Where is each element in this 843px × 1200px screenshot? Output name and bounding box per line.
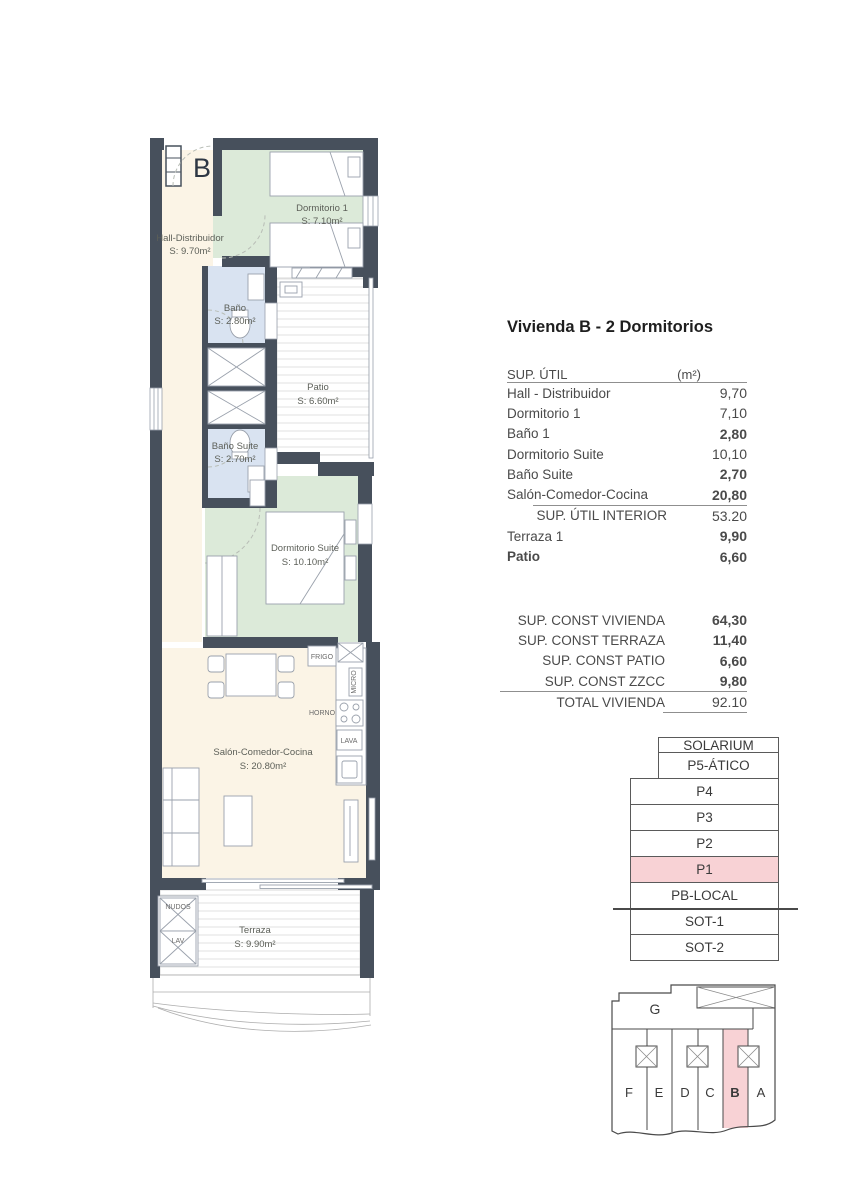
subtotal-value: 53.20 bbox=[711, 507, 747, 524]
level-label: P5-ÁTICO bbox=[687, 758, 750, 773]
sup-const-table bbox=[500, 610, 747, 713]
row-value: 9,70 bbox=[719, 385, 747, 402]
level-sot1 bbox=[630, 908, 779, 935]
room-label: Baño bbox=[223, 303, 247, 314]
table-row bbox=[507, 464, 747, 484]
table-row bbox=[500, 671, 747, 691]
level-solarium bbox=[658, 737, 779, 753]
room-area: S: 6.60m² bbox=[297, 396, 339, 407]
table-row bbox=[507, 383, 747, 403]
floor-stack bbox=[630, 737, 779, 961]
row-label: Patio bbox=[507, 549, 541, 565]
row-value: 11,40 bbox=[712, 632, 747, 649]
row-value: 10,10 bbox=[711, 446, 747, 463]
level-p1-highlighted bbox=[630, 856, 779, 883]
sink bbox=[248, 274, 264, 300]
room-area: S: 2.80m² bbox=[214, 316, 256, 327]
level-label: SOT-2 bbox=[684, 940, 724, 955]
unit-b-label: B bbox=[730, 1085, 740, 1100]
sup-util-table bbox=[507, 362, 747, 567]
unit-b-highlight bbox=[723, 1029, 748, 1128]
row-value: 6,60 bbox=[719, 652, 747, 669]
level-label: P1 bbox=[696, 862, 713, 877]
unit-letter: B bbox=[193, 153, 212, 183]
shafts bbox=[208, 348, 265, 424]
coffee-table bbox=[224, 796, 252, 846]
table-row bbox=[500, 630, 747, 650]
level-label: P2 bbox=[696, 836, 713, 851]
room-label: Dormitorio 1 bbox=[296, 203, 348, 214]
zone-g-label: G bbox=[649, 1001, 661, 1017]
level-pb-local bbox=[630, 882, 779, 909]
row-label: Hall - Distribuidor bbox=[507, 385, 611, 401]
row-label: Terraza 1 bbox=[507, 528, 564, 544]
level-p3 bbox=[630, 804, 779, 831]
fridge-label: FRIGO bbox=[310, 654, 334, 661]
level-p2 bbox=[630, 830, 779, 857]
table-row bbox=[507, 403, 747, 423]
washer-label: LAVA bbox=[340, 738, 358, 745]
row-value: 6,60 bbox=[719, 548, 747, 565]
ground-line bbox=[613, 908, 798, 910]
level-label: PB-LOCAL bbox=[671, 888, 738, 903]
subtotal-row bbox=[507, 506, 747, 526]
row-value: 2,70 bbox=[719, 466, 747, 483]
room-area: S: 9.90m² bbox=[234, 939, 276, 950]
level-label: P3 bbox=[696, 810, 713, 825]
room-area: S: 7.10m² bbox=[301, 216, 343, 227]
row-label: Baño 1 bbox=[507, 426, 550, 442]
room-label: Patio bbox=[307, 382, 329, 393]
table-row bbox=[507, 546, 747, 566]
kitchen-sink bbox=[337, 756, 362, 783]
table-row bbox=[507, 444, 747, 464]
room-label: Baño Suite bbox=[211, 441, 259, 452]
row-label: Salón-Comedor-Cocina bbox=[507, 487, 649, 503]
level-p5-atico bbox=[658, 752, 779, 779]
unit-c-label: C bbox=[705, 1085, 715, 1100]
room-label: Hall-Distribuidor bbox=[156, 233, 224, 244]
room-area: S: 9.70m² bbox=[169, 246, 211, 257]
unit-m2: (m²) bbox=[677, 367, 701, 382]
micro-label: MICRO bbox=[351, 670, 358, 694]
level-sot2 bbox=[630, 934, 779, 961]
level-p4 bbox=[630, 778, 779, 805]
row-value: 9,80 bbox=[719, 673, 747, 690]
table-row bbox=[507, 526, 747, 546]
row-label: SUP. CONST VIVIENDA bbox=[517, 612, 665, 628]
unit-a-label: A bbox=[756, 1085, 766, 1100]
facade-lines bbox=[153, 975, 371, 1031]
row-label: Baño Suite bbox=[507, 466, 574, 482]
table-row bbox=[500, 651, 747, 671]
unit-d-label: D bbox=[680, 1085, 690, 1100]
row-label: Dormitorio 1 bbox=[507, 405, 581, 421]
table-row bbox=[507, 484, 747, 504]
building-key bbox=[612, 985, 775, 1135]
tv-bench bbox=[344, 800, 358, 862]
unit-f-label: F bbox=[625, 1085, 633, 1100]
row-value: 20,80 bbox=[711, 486, 747, 503]
total-label: TOTAL VIVIENDA bbox=[556, 694, 665, 710]
row-label: SUP. CONST TERRAZA bbox=[517, 632, 665, 648]
room-area: S: 2.70m² bbox=[214, 454, 256, 465]
subtotal-label: SUP. ÚTIL INTERIOR bbox=[536, 508, 667, 524]
unit-e-label: E bbox=[654, 1085, 664, 1100]
page-title: Vivienda B - 2 Dormitorios bbox=[507, 318, 713, 336]
divider bbox=[663, 712, 747, 713]
patio-floor bbox=[277, 278, 369, 455]
table-row bbox=[500, 610, 747, 630]
total-row bbox=[500, 692, 747, 712]
sliding-door bbox=[202, 879, 344, 883]
sofa bbox=[163, 768, 199, 866]
row-label: SUP. CONST ZZCC bbox=[544, 673, 665, 689]
level-label: P4 bbox=[696, 784, 713, 799]
row-value: 64,30 bbox=[711, 612, 747, 629]
nudos-label: NUDOS bbox=[165, 904, 191, 911]
room-area: S: 20.80m² bbox=[239, 761, 287, 772]
level-label: SOT-1 bbox=[684, 914, 724, 929]
sup-util-header-label: SUP. ÚTIL bbox=[507, 367, 568, 382]
row-label: Dormitorio Suite bbox=[507, 446, 604, 462]
room-area: S: 10.10m² bbox=[281, 557, 329, 568]
dining-table bbox=[226, 654, 276, 696]
room-label: Dormitorio Suite bbox=[270, 543, 340, 554]
table-row bbox=[507, 424, 747, 444]
lav-label: LAV bbox=[171, 938, 185, 945]
level-label: SOLARIUM bbox=[683, 737, 754, 753]
total-value: 92.10 bbox=[711, 694, 747, 711]
row-value: 7,10 bbox=[719, 405, 747, 422]
row-value: 2,80 bbox=[719, 425, 747, 442]
oven-label: HORNO bbox=[308, 710, 336, 717]
sup-util-header bbox=[507, 362, 747, 383]
row-value: 9,90 bbox=[719, 528, 747, 545]
elevator-icons bbox=[636, 1046, 759, 1067]
room-label: Terraza bbox=[239, 925, 271, 936]
row-label: SUP. CONST PATIO bbox=[542, 653, 665, 669]
room-label: Salón-Comedor-Cocina bbox=[213, 747, 313, 758]
